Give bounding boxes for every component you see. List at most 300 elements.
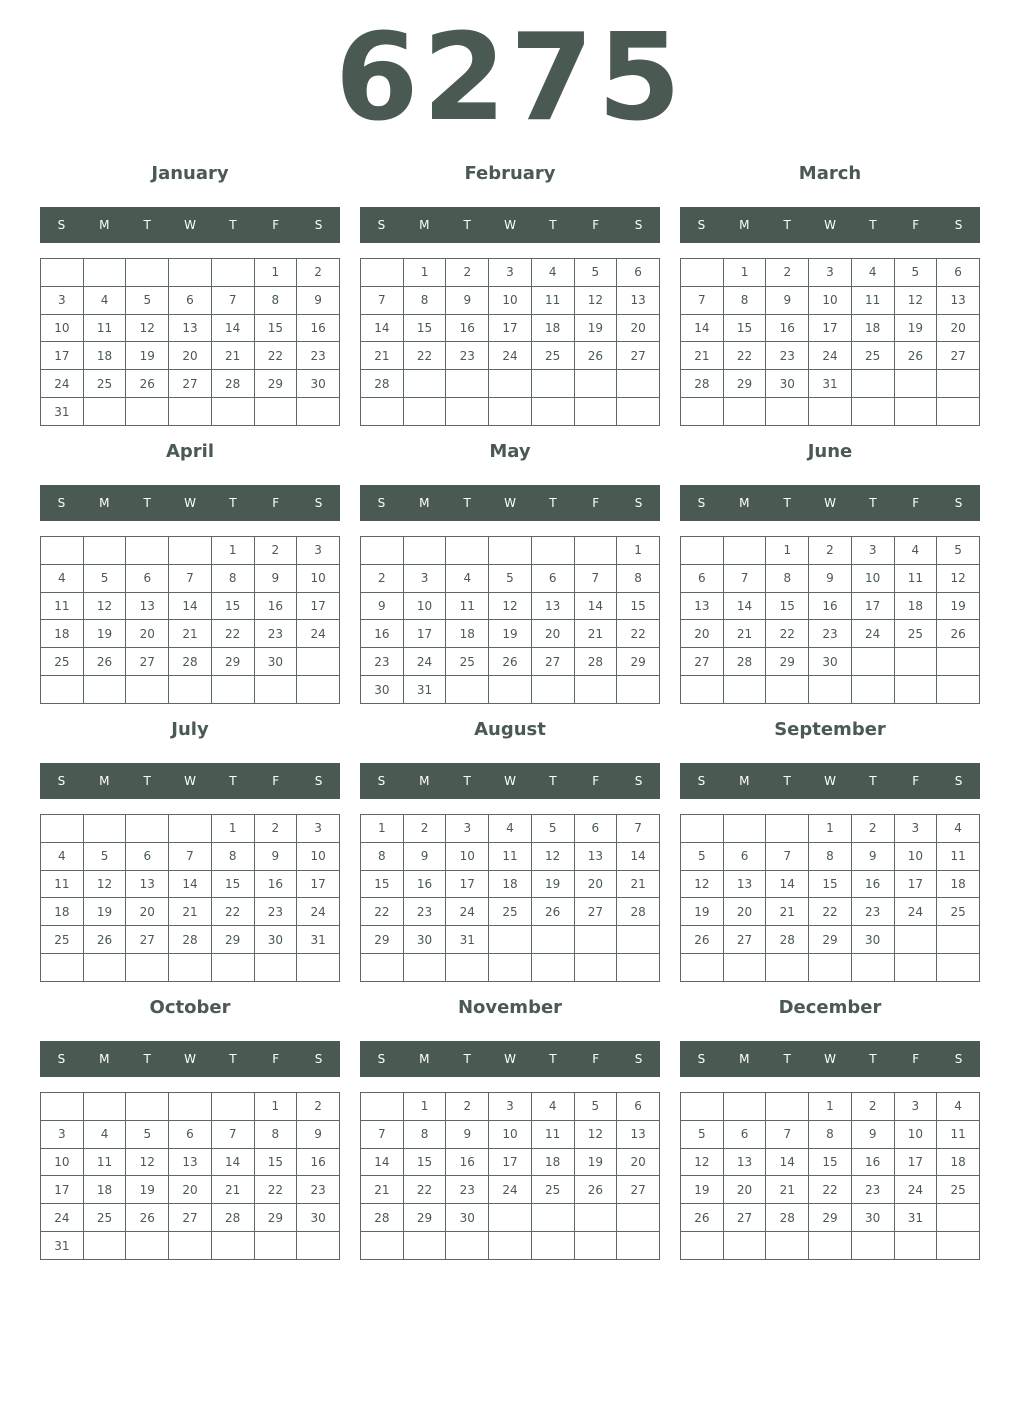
day-cell: 22	[766, 620, 809, 648]
empty-cell	[894, 370, 937, 398]
empty-cell	[617, 1232, 660, 1260]
day-cell: 10	[894, 1120, 937, 1148]
day-cell: 19	[83, 620, 126, 648]
weekday-label: F	[272, 774, 280, 788]
day-cell: 24	[446, 898, 489, 926]
day-cell: 4	[894, 537, 937, 565]
empty-cell	[937, 676, 980, 704]
day-cell: 13	[574, 842, 617, 870]
month-august	[360, 711, 660, 989]
day-cell: 25	[489, 898, 532, 926]
day-cell: 1	[723, 259, 766, 287]
day-cell: 2	[766, 259, 809, 287]
day-cell: 16	[766, 314, 809, 342]
empty-cell	[894, 926, 937, 954]
week-row	[681, 926, 980, 954]
day-cell: 30	[809, 648, 852, 676]
weekday-header	[680, 763, 980, 799]
empty-cell	[851, 954, 894, 982]
week-row	[681, 1204, 980, 1232]
day-cell: 14	[617, 842, 660, 870]
week-row	[361, 926, 660, 954]
day-cell: 11	[41, 592, 84, 620]
empty-cell	[894, 398, 937, 426]
day-cell: 7	[723, 564, 766, 592]
day-cell: 8	[254, 286, 297, 314]
day-cell: 13	[617, 286, 660, 314]
day-cell: 17	[403, 620, 446, 648]
empty-cell	[489, 1204, 532, 1232]
weekday-label: W	[824, 496, 836, 510]
day-cell: 11	[41, 870, 84, 898]
empty-cell	[403, 370, 446, 398]
weekday-label: S	[634, 774, 643, 788]
day-cell: 17	[41, 1176, 84, 1204]
day-cell: 20	[723, 1176, 766, 1204]
day-cell: 20	[169, 1176, 212, 1204]
weekday-label: W	[824, 774, 836, 788]
month-name: February	[464, 163, 556, 184]
day-cell: 9	[297, 286, 340, 314]
day-cell: 5	[531, 815, 574, 843]
day-cell: 12	[937, 564, 980, 592]
weekday-label: F	[592, 774, 600, 788]
weekday-label: W	[504, 1052, 516, 1066]
day-cell: 14	[211, 314, 254, 342]
day-cell: 14	[211, 1148, 254, 1176]
day-cell: 23	[446, 1176, 489, 1204]
day-cell: 7	[681, 286, 724, 314]
empty-cell	[723, 676, 766, 704]
day-cell: 15	[403, 314, 446, 342]
day-cell: 12	[489, 592, 532, 620]
day-cell: 20	[617, 314, 660, 342]
day-cell: 23	[361, 648, 404, 676]
weekday-label: S	[57, 774, 66, 788]
day-cell: 15	[723, 314, 766, 342]
week-row	[361, 564, 660, 592]
empty-cell	[766, 954, 809, 982]
day-cell: 25	[937, 1176, 980, 1204]
weekday-label: S	[954, 774, 963, 788]
day-cell: 8	[254, 1120, 297, 1148]
day-cell: 11	[489, 842, 532, 870]
empty-cell	[297, 676, 340, 704]
empty-cell	[297, 398, 340, 426]
week-row	[41, 1232, 340, 1260]
week-row	[681, 1232, 980, 1260]
empty-cell	[41, 259, 84, 287]
day-cell: 25	[83, 1204, 126, 1232]
empty-cell	[169, 398, 212, 426]
weekday-header	[360, 763, 660, 799]
day-cell: 8	[766, 564, 809, 592]
empty-cell	[361, 398, 404, 426]
empty-cell	[617, 1204, 660, 1232]
day-cell: 3	[489, 259, 532, 287]
day-cell: 15	[617, 592, 660, 620]
empty-cell	[574, 398, 617, 426]
week-row	[41, 1093, 340, 1121]
weekday-label: W	[824, 1052, 836, 1066]
day-cell: 21	[361, 342, 404, 370]
day-cell: 24	[489, 1176, 532, 1204]
day-cell: 31	[41, 398, 84, 426]
week-row	[681, 1093, 980, 1121]
empty-cell	[809, 676, 852, 704]
day-grid	[360, 258, 660, 426]
day-cell: 14	[169, 592, 212, 620]
day-cell: 18	[83, 342, 126, 370]
day-cell: 23	[297, 342, 340, 370]
day-cell: 26	[681, 926, 724, 954]
week-row	[361, 648, 660, 676]
day-cell: 11	[937, 1120, 980, 1148]
week-row	[41, 259, 340, 287]
day-cell: 17	[489, 1148, 532, 1176]
empty-cell	[531, 954, 574, 982]
weekday-label: T	[229, 496, 237, 510]
day-grid	[40, 814, 340, 982]
day-cell: 4	[41, 842, 84, 870]
empty-cell	[403, 954, 446, 982]
weekday-label: T	[143, 774, 151, 788]
empty-cell	[851, 370, 894, 398]
day-cell: 12	[126, 1148, 169, 1176]
empty-cell	[574, 926, 617, 954]
day-cell: 15	[809, 870, 852, 898]
month-name: May	[489, 441, 531, 462]
day-cell: 24	[41, 370, 84, 398]
day-cell: 26	[937, 620, 980, 648]
day-cell: 19	[489, 620, 532, 648]
day-cell: 1	[617, 537, 660, 565]
day-cell: 13	[126, 592, 169, 620]
day-cell: 12	[681, 870, 724, 898]
day-cell: 28	[211, 1204, 254, 1232]
empty-cell	[574, 537, 617, 565]
day-cell: 13	[681, 592, 724, 620]
empty-cell	[681, 954, 724, 982]
day-cell: 29	[254, 1204, 297, 1232]
day-cell: 28	[169, 926, 212, 954]
week-row	[681, 815, 980, 843]
day-cell: 20	[126, 898, 169, 926]
empty-cell	[41, 815, 84, 843]
week-row	[361, 286, 660, 314]
week-row	[361, 370, 660, 398]
day-cell: 24	[41, 1204, 84, 1232]
day-cell: 31	[403, 676, 446, 704]
weekday-label: W	[184, 1052, 196, 1066]
day-cell: 11	[937, 842, 980, 870]
empty-cell	[211, 676, 254, 704]
weekday-label: T	[549, 1052, 557, 1066]
day-cell: 1	[403, 259, 446, 287]
day-cell: 29	[617, 648, 660, 676]
day-cell: 2	[851, 815, 894, 843]
week-row	[41, 898, 340, 926]
weekday-label: T	[869, 496, 877, 510]
day-cell: 2	[254, 815, 297, 843]
day-cell: 10	[894, 842, 937, 870]
day-cell: 7	[169, 842, 212, 870]
day-cell: 5	[681, 842, 724, 870]
empty-cell	[169, 676, 212, 704]
day-cell: 4	[531, 259, 574, 287]
day-cell: 25	[531, 1176, 574, 1204]
day-cell: 2	[446, 259, 489, 287]
day-cell: 24	[297, 898, 340, 926]
day-cell: 25	[41, 926, 84, 954]
empty-cell	[723, 1232, 766, 1260]
empty-cell	[681, 1093, 724, 1121]
weekday-label: S	[57, 218, 66, 232]
day-cell: 14	[766, 1148, 809, 1176]
empty-cell	[446, 398, 489, 426]
day-cell: 24	[894, 898, 937, 926]
empty-cell	[126, 1232, 169, 1260]
weekday-label: T	[549, 218, 557, 232]
day-cell: 15	[254, 314, 297, 342]
day-cell: 4	[531, 1093, 574, 1121]
day-grid	[40, 536, 340, 704]
weekday-label: W	[184, 496, 196, 510]
week-row	[41, 954, 340, 982]
empty-cell	[446, 370, 489, 398]
day-cell: 28	[766, 1204, 809, 1232]
empty-cell	[489, 398, 532, 426]
day-cell: 27	[617, 342, 660, 370]
months-grid	[40, 155, 980, 1267]
day-cell: 6	[574, 815, 617, 843]
day-grid	[360, 536, 660, 704]
weekday-label: S	[634, 1052, 643, 1066]
month-november	[360, 989, 660, 1267]
empty-cell	[169, 1232, 212, 1260]
day-cell: 31	[894, 1204, 937, 1232]
day-cell: 5	[489, 564, 532, 592]
day-cell: 12	[83, 592, 126, 620]
weekday-label: W	[184, 218, 196, 232]
weekday-header	[40, 485, 340, 521]
day-cell: 6	[937, 259, 980, 287]
empty-cell	[723, 954, 766, 982]
day-cell: 23	[851, 898, 894, 926]
day-cell: 17	[894, 870, 937, 898]
day-cell: 6	[617, 1093, 660, 1121]
day-cell: 30	[851, 926, 894, 954]
day-cell: 27	[723, 926, 766, 954]
day-cell: 29	[403, 1204, 446, 1232]
day-cell: 26	[83, 926, 126, 954]
weekday-label: T	[783, 496, 791, 510]
empty-cell	[211, 1093, 254, 1121]
weekday-label: T	[229, 218, 237, 232]
empty-cell	[937, 370, 980, 398]
empty-cell	[574, 954, 617, 982]
day-cell: 4	[41, 564, 84, 592]
weekday-label: M	[739, 218, 750, 232]
day-cell: 18	[41, 620, 84, 648]
day-cell: 7	[766, 1120, 809, 1148]
day-cell: 27	[574, 898, 617, 926]
month-may	[360, 433, 660, 711]
year-title: 6275	[335, 9, 685, 148]
day-cell: 28	[361, 1204, 404, 1232]
month-july	[40, 711, 340, 989]
day-cell: 26	[83, 648, 126, 676]
empty-cell	[403, 1232, 446, 1260]
month-name: November	[457, 997, 563, 1018]
week-row	[681, 648, 980, 676]
week-row	[361, 842, 660, 870]
empty-cell	[851, 676, 894, 704]
empty-cell	[531, 537, 574, 565]
weekday-label: S	[697, 218, 706, 232]
weekday-header	[40, 1041, 340, 1077]
week-row	[361, 1176, 660, 1204]
week-row	[41, 1176, 340, 1204]
day-cell: 1	[809, 1093, 852, 1121]
day-cell: 22	[403, 342, 446, 370]
month-name: June	[807, 441, 853, 462]
weekday-label: F	[912, 774, 920, 788]
week-row	[41, 815, 340, 843]
day-cell: 16	[361, 620, 404, 648]
day-cell: 7	[766, 842, 809, 870]
day-cell: 21	[617, 870, 660, 898]
empty-cell	[83, 676, 126, 704]
day-cell: 9	[446, 286, 489, 314]
empty-cell	[403, 398, 446, 426]
day-cell: 1	[403, 1093, 446, 1121]
day-cell: 17	[809, 314, 852, 342]
day-cell: 16	[403, 870, 446, 898]
day-cell: 10	[851, 564, 894, 592]
empty-cell	[531, 676, 574, 704]
week-row	[41, 564, 340, 592]
day-cell: 30	[361, 676, 404, 704]
day-grid	[680, 258, 980, 426]
weekday-label: T	[463, 496, 471, 510]
day-cell: 4	[851, 259, 894, 287]
weekday-label: S	[314, 774, 323, 788]
day-cell: 22	[723, 342, 766, 370]
day-cell: 26	[126, 370, 169, 398]
week-row	[41, 1204, 340, 1232]
week-row	[361, 1232, 660, 1260]
weekday-label: S	[377, 496, 386, 510]
weekday-label: M	[419, 496, 430, 510]
day-cell: 29	[766, 648, 809, 676]
empty-cell	[723, 398, 766, 426]
week-row	[361, 898, 660, 926]
day-cell: 15	[211, 592, 254, 620]
weekday-header	[360, 1041, 660, 1077]
day-cell: 12	[83, 870, 126, 898]
weekday-header	[680, 1041, 980, 1077]
day-cell: 23	[851, 1176, 894, 1204]
day-cell: 19	[126, 342, 169, 370]
month-name: September	[774, 719, 886, 740]
day-cell: 2	[403, 815, 446, 843]
weekday-label: M	[419, 218, 430, 232]
day-cell: 17	[489, 314, 532, 342]
day-cell: 1	[766, 537, 809, 565]
day-cell: 26	[681, 1204, 724, 1232]
weekday-label: T	[549, 774, 557, 788]
weekday-label: M	[739, 1052, 750, 1066]
day-cell: 4	[489, 815, 532, 843]
day-cell: 25	[446, 648, 489, 676]
day-cell: 1	[254, 259, 297, 287]
day-cell: 23	[446, 342, 489, 370]
day-cell: 18	[531, 1148, 574, 1176]
day-cell: 29	[211, 648, 254, 676]
day-cell: 1	[211, 815, 254, 843]
day-cell: 1	[809, 815, 852, 843]
weekday-label: F	[592, 1052, 600, 1066]
day-cell: 18	[851, 314, 894, 342]
day-cell: 9	[403, 842, 446, 870]
day-cell: 25	[531, 342, 574, 370]
day-cell: 30	[403, 926, 446, 954]
empty-cell	[894, 648, 937, 676]
empty-cell	[211, 398, 254, 426]
day-cell: 11	[83, 314, 126, 342]
day-cell: 17	[446, 870, 489, 898]
day-cell: 13	[723, 870, 766, 898]
empty-cell	[937, 1204, 980, 1232]
empty-cell	[489, 926, 532, 954]
empty-cell	[254, 398, 297, 426]
day-cell: 14	[361, 1148, 404, 1176]
day-cell: 23	[809, 620, 852, 648]
month-december	[680, 989, 980, 1267]
empty-cell	[41, 954, 84, 982]
day-cell: 24	[297, 620, 340, 648]
day-cell: 13	[169, 1148, 212, 1176]
weekday-label: S	[314, 496, 323, 510]
empty-cell	[681, 398, 724, 426]
day-cell: 6	[126, 564, 169, 592]
week-row	[681, 314, 980, 342]
day-cell: 27	[723, 1204, 766, 1232]
day-cell: 7	[617, 815, 660, 843]
empty-cell	[361, 954, 404, 982]
empty-cell	[361, 1232, 404, 1260]
empty-cell	[894, 1232, 937, 1260]
day-cell: 25	[851, 342, 894, 370]
day-cell: 20	[937, 314, 980, 342]
empty-cell	[617, 398, 660, 426]
weekday-label: S	[697, 1052, 706, 1066]
day-cell: 17	[41, 342, 84, 370]
day-cell: 2	[446, 1093, 489, 1121]
empty-cell	[211, 1232, 254, 1260]
week-row	[361, 259, 660, 287]
day-cell: 28	[169, 648, 212, 676]
empty-cell	[126, 537, 169, 565]
week-row	[681, 592, 980, 620]
day-cell: 20	[617, 1148, 660, 1176]
day-cell: 8	[403, 1120, 446, 1148]
empty-cell	[766, 1093, 809, 1121]
day-cell: 22	[211, 620, 254, 648]
week-row	[361, 1093, 660, 1121]
weekday-label: S	[697, 774, 706, 788]
